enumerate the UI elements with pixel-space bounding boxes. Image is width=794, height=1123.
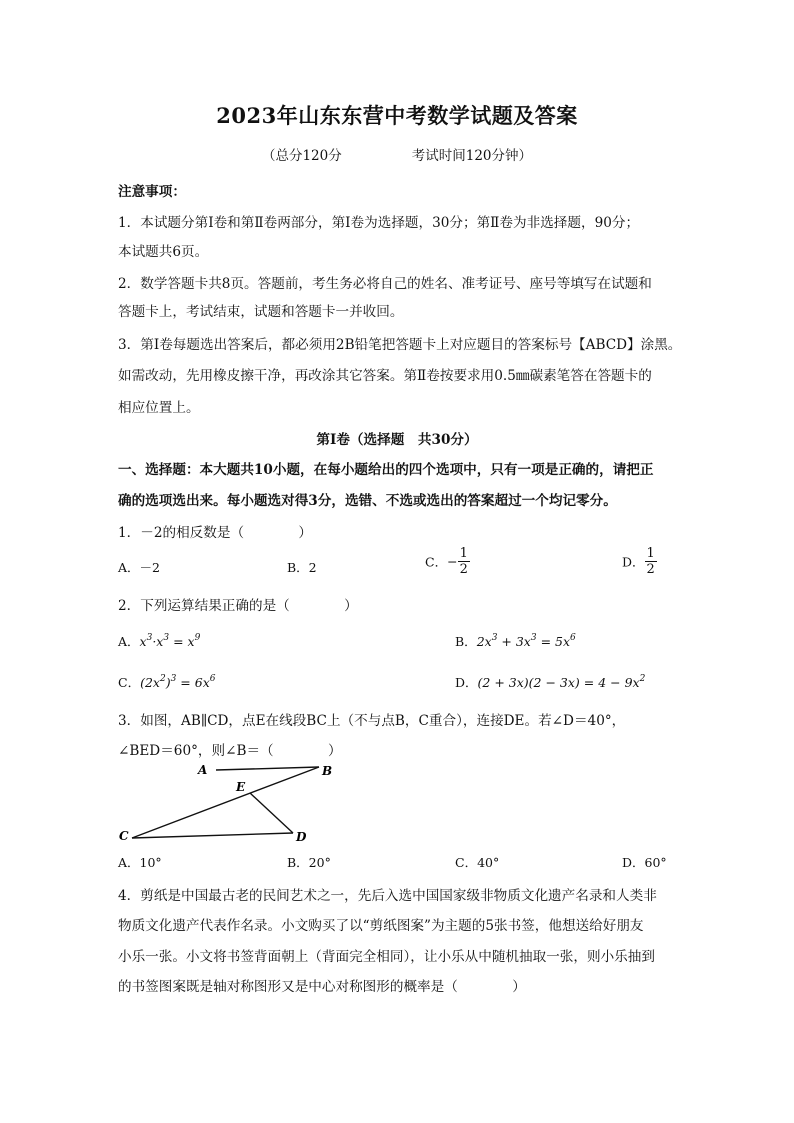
q2-option-b — [455, 632, 576, 650]
q3-option-a: A．10° — [118, 855, 162, 870]
question-3-stem-line-2: ∠BED＝60°，则∠B＝（ ） — [118, 743, 342, 759]
q2-option-b-expr: $2x^3 + 3x^3 = 5x^6$ — [476, 633, 576, 649]
q1-option-c-sign: − — [447, 554, 458, 569]
question-2-stem: 2．下列运算结果正确的是（ ） — [118, 598, 358, 614]
note-1-line-1: 1．本试题分第Ⅰ卷和第Ⅱ卷两部分，第Ⅰ卷为选择题，30分；第Ⅱ卷为非选择题，90分； — [118, 215, 640, 231]
segment-ab — [216, 767, 319, 770]
q3-geometry-figure — [110, 760, 350, 846]
question-1-stem: 1．－2的相反数是（ ） — [118, 525, 313, 541]
exam-info — [0, 144, 794, 164]
part1-instructions-line-2: 确的选项选出来。每小题选对得3分，选错、不选或选出的答案超过一个均记零分。 — [118, 493, 617, 509]
q1-option-c-fraction — [458, 546, 470, 577]
total-score: （总分120分 — [261, 148, 342, 164]
q1-option-d-numerator: 1 — [646, 546, 655, 561]
point-b-label: B — [322, 764, 333, 778]
note-3-line-1: 3．第Ⅰ卷每题选出答案后，都必须用2B铅笔把答题卡上对应题目的答案标号【ABCD】涂黑。 — [118, 337, 682, 353]
q2-option-c-label: C． — [118, 675, 141, 690]
q2-option-a-expr: $x^3\cdot x^3 = x^9$ — [139, 633, 201, 649]
q1-option-a: A．－2 — [118, 560, 160, 575]
q2-option-d — [455, 673, 645, 691]
q1-option-d-label: D． — [622, 554, 645, 570]
question-4-line-2: 物质文化遗产代表作名录。小文购买了以“剪纸图案”为主题的5张书签，他想送给好朋友 — [118, 918, 644, 934]
question-4-line-3: 小乐一张。小文将书签背面朝上（背面完全相同），让小乐从中随机抽取一张，则小乐抽到 — [118, 949, 655, 965]
q1-option-d-denominator: 2 — [646, 562, 655, 577]
q1-option-c-numerator: 1 — [459, 546, 468, 561]
point-c-label: C — [119, 829, 129, 843]
question-4-line-4: 的书签图案既是轴对称图形又是中心对称图形的概率是（ ） — [118, 979, 526, 995]
question-4-line-1: 4．剪纸是中国最古老的民间艺术之一，先后入选中国国家级非物质文化遗产名录和人类非 — [118, 888, 657, 904]
segment-cd — [132, 833, 293, 838]
q2-option-a-label: A． — [118, 634, 140, 649]
note-1-line-2: 本试题共6页。 — [118, 244, 209, 260]
q3-option-b: B．20° — [287, 855, 331, 870]
note-3-line-3: 相应位置上。 — [118, 400, 200, 416]
notes-heading: 注意事项： — [118, 184, 186, 200]
part1-instructions-line-1: 一、选择题：本大题共10小题，在每小题给出的四个选项中，只有一项是正确的，请把正 — [118, 462, 654, 478]
page-title: 2023年山东东营中考数学试题及答案 — [216, 103, 578, 128]
q1-option-d — [622, 546, 657, 577]
note-2-line-1: 2．数学答题卡共8页。答题前，考生务必将自己的姓名、准考证号、座号等填写在试题和 — [118, 276, 652, 292]
note-2-line-2: 答题卡上，考试结束，试题和答题卡一并收回。 — [118, 304, 404, 320]
section-heading: 第Ⅰ卷（选择题 共30分） — [316, 432, 478, 448]
q1-option-c-label: C． — [425, 554, 448, 570]
q2-option-c — [118, 673, 216, 691]
q3-option-d: D．60° — [622, 855, 667, 870]
q2-option-b-label: B． — [455, 634, 477, 649]
segment-ed — [250, 793, 293, 833]
q2-option-c-expr: $(2x^2)^3 = 6x^6$ — [140, 674, 216, 690]
q1-option-c-denominator: 2 — [459, 562, 468, 577]
q2-option-d-expr: $(2 + 3x)(2 - 3x) = 4 - 9x^2$ — [477, 674, 646, 690]
question-3-stem-line-1: 3．如图，AB∥CD，点E在线段BC上（不与点B，C重合），连接DE。若∠D＝40°， — [118, 713, 626, 729]
q3-option-c: C．40° — [455, 855, 500, 870]
q2-option-a — [118, 632, 200, 650]
q1-option-b: B．2 — [287, 560, 317, 575]
point-e-label: E — [236, 780, 246, 794]
q1-option-c — [425, 546, 470, 577]
q2-option-d-label: D． — [455, 675, 478, 690]
segment-bc — [132, 767, 319, 838]
exam-time: 考试时间120分钟） — [411, 148, 533, 164]
point-d-label: D — [296, 830, 307, 844]
note-3-line-2: 如需改动，先用橡皮擦干净，再改涂其它答案。第Ⅱ卷按要求用0.5㎜碳素笔答在答题卡的 — [118, 368, 652, 384]
point-a-label: A — [198, 763, 208, 777]
q1-option-d-fraction — [645, 546, 657, 577]
